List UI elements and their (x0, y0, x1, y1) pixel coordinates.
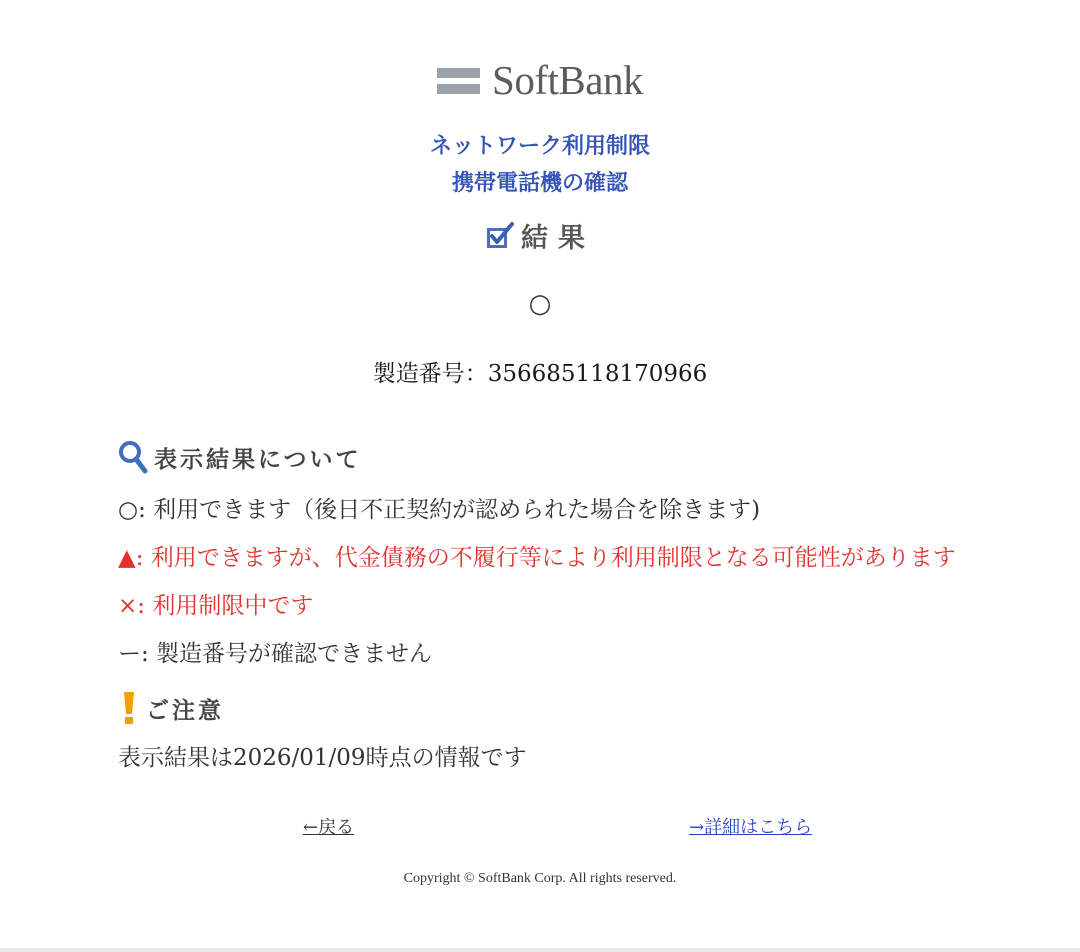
result-legend (118, 494, 956, 686)
exclamation-icon (118, 690, 140, 726)
page-bottom-divider (0, 948, 1080, 952)
softbank-logo (0, 55, 1080, 105)
explanation-heading-text: 表示結果について (154, 446, 362, 473)
legend-item-unconfirmed: ー: 製造番号が確認できません (118, 641, 433, 667)
legend-item-available: ○: 利用できます（後日不正契約が認められた場合を除きます) (118, 497, 761, 523)
logo-text: SoftBank (492, 56, 643, 103)
checkbox-checked-icon (485, 221, 515, 251)
page-title-line2: 携帯電話機の確認 (451, 170, 628, 196)
magnifier-icon (118, 440, 148, 474)
legend-item-restricted: ×: 利用制限中です (118, 593, 314, 619)
caution-heading-text: ご注意 (146, 697, 224, 724)
result-heading (0, 216, 1080, 255)
serial-number-row (0, 358, 1080, 390)
page-title (0, 128, 1080, 202)
result-heading-text: 結果 (521, 223, 595, 254)
caution-text: 表示結果は2026/01/09時点の情報です (118, 745, 527, 771)
back-link[interactable]: ←戻る (303, 817, 355, 838)
details-link[interactable]: →詳細はこちら (689, 817, 813, 838)
explanation-heading (118, 440, 362, 474)
caution-heading (118, 690, 224, 726)
serial-number-label: 製造番号： (372, 361, 488, 387)
page-title-line1: ネットワーク利用制限 (429, 133, 650, 159)
serial-number-value: 356685118170966 (487, 361, 708, 387)
legend-item-possible-restriction: ▲: 利用できますが、代金債務の不履行等により利用制限となる可能性があります (118, 545, 956, 571)
softbank-logo-mark-icon (437, 68, 480, 94)
result-status-symbol: ○ (528, 289, 552, 319)
copyright-text: Copyright © SoftBank Corp. All rights reserved. (403, 871, 677, 886)
